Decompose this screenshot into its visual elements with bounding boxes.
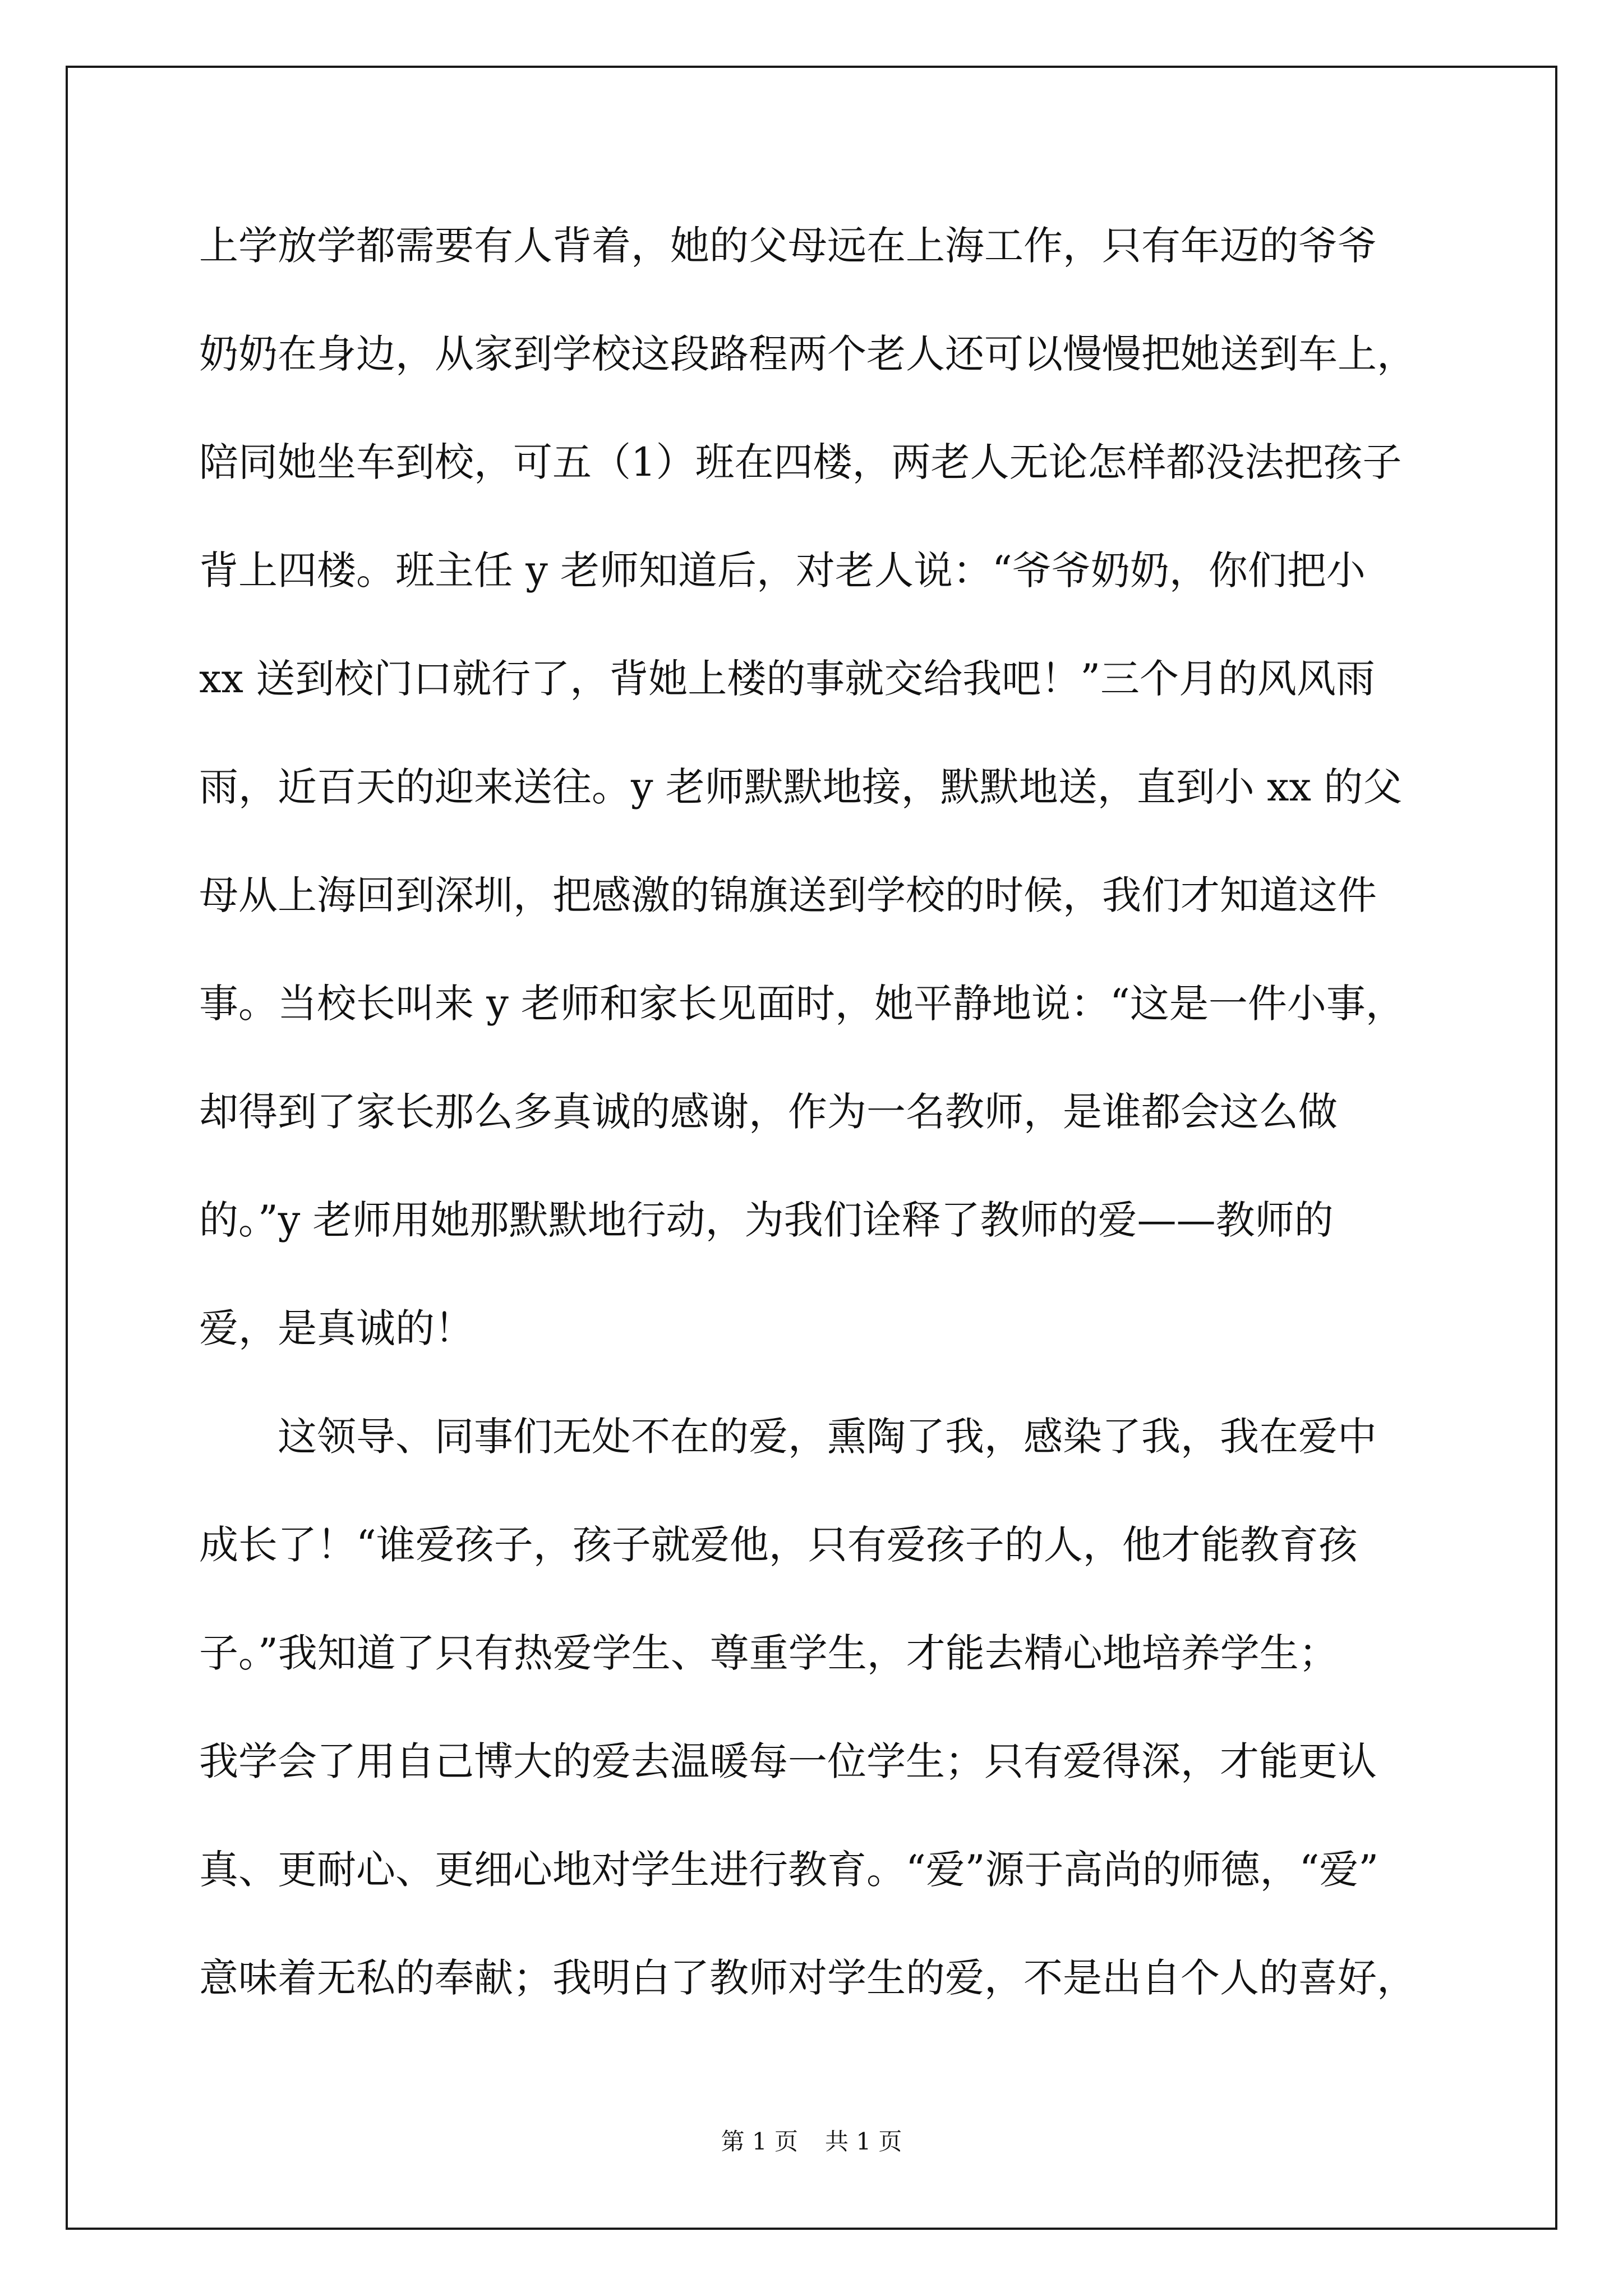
body-line-14: 子。”我知道了只有热爱学生、尊重学生，才能去精心地培养学生；: [199, 1630, 1338, 1676]
body-line-16: 真、更耐心、更细心地对学生进行教育。“爱”源于高尚的师德，“爱”: [199, 1847, 1379, 1893]
page-number: 第 1 页: [721, 2128, 798, 2155]
body-line-9: 却得到了家长那么多真诚的感谢，作为一名教师，是谁都会这么做: [199, 1089, 1338, 1135]
body-line-7: 母从上海回到深圳，把感激的锦旗送到学校的时候，我们才知道这件: [199, 872, 1377, 918]
body-line-10: 的。”y 老师用她那默默地行动，为我们诠释了教师的爱——教师的: [199, 1197, 1334, 1243]
body-line-4: 背上四楼。班主任 y 老师知道后，对老人说：“爷爷奶奶，你们把小: [199, 547, 1366, 593]
body-line-3: 陪同她坐车到校，可五（1）班在四楼，两老人无论怎样都没法把孩子: [199, 439, 1402, 485]
body-line-13: 成长了！“谁爱孩子，孩子就爱他，只有爱孩子的人，他才能教育孩: [199, 1522, 1358, 1568]
body-line-2: 奶奶在身边，从家到学校这段路程两个老人还可以慢慢把她送到车上，: [199, 331, 1416, 377]
body-line-6: 雨，近百天的迎来送往。y 老师默默地接，默默地送，直到小 xx 的父: [199, 764, 1403, 810]
body-line-11: 爱，是真诚的！: [199, 1305, 474, 1351]
page-footer: [0, 2126, 1623, 2157]
body-line-5: xx 送到校门口就行了，背她上楼的事就交给我吧！”三个月的风风雨: [199, 656, 1375, 702]
page-border: [66, 66, 1557, 2230]
page-total: 共 1 页: [825, 2128, 902, 2155]
body-line-17: 意味着无私的奉献；我明白了教师对学生的爱，不是出自个人的喜好，: [199, 1955, 1416, 2001]
body-line-8: 事。当校长叫来 y 老师和家长见面时，她平静地说：“这是一件小事，: [199, 981, 1405, 1027]
body-line-15: 我学会了用自己博大的爱去温暖每一位学生；只有爱得深，才能更认: [199, 1738, 1377, 1784]
body-line-12: 这领导、同事们无处不在的爱，熏陶了我，感染了我，我在爱中: [278, 1414, 1377, 1460]
body-line-1: 上学放学都需要有人背着，她的父母远在上海工作，只有年迈的爷爷: [199, 223, 1377, 269]
